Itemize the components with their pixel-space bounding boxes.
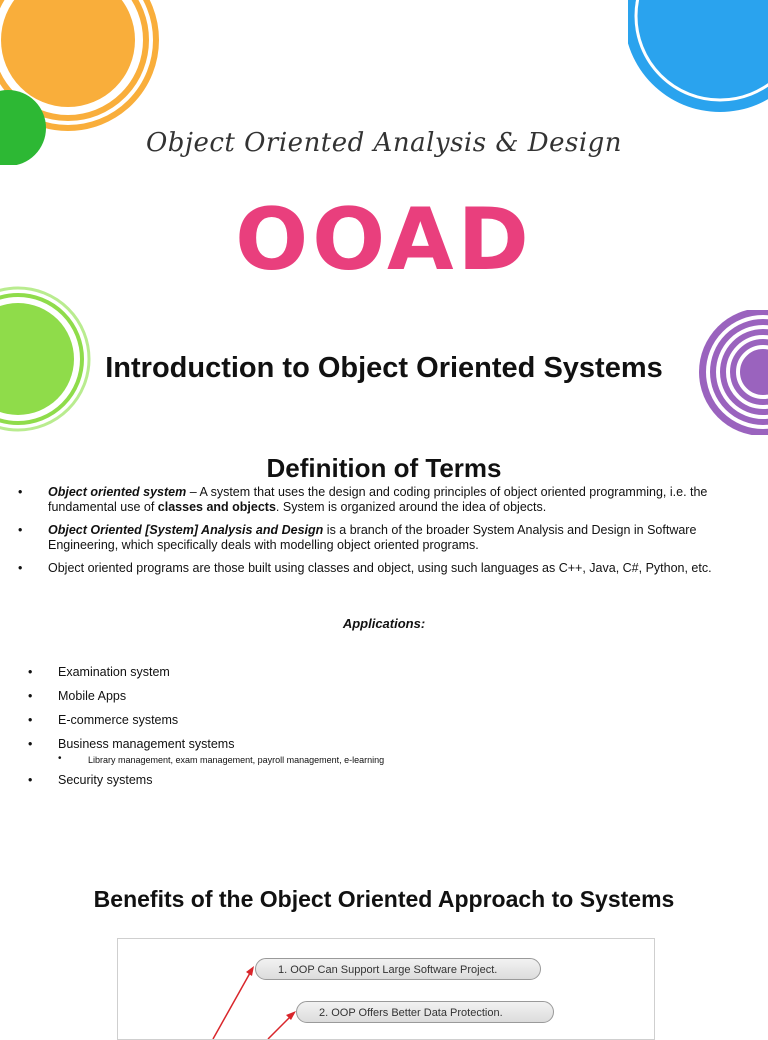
- definition-text: Object oriented programs are those built using classes and object, using such languages as C++, Java, C#, Python, etc.: [48, 561, 712, 575]
- application-item: [28, 688, 728, 704]
- definition-item: [18, 561, 748, 576]
- application-label: E-commerce systems: [58, 713, 179, 727]
- bullet: •: [28, 713, 33, 727]
- bullet: •: [18, 523, 23, 537]
- blue-circle-decoration: [628, 0, 768, 115]
- definitions-list: [18, 485, 748, 584]
- ooad-logo: OOAD: [235, 190, 533, 290]
- benefit-item-2: 2. OOP Offers Better Data Protection.: [296, 1001, 554, 1023]
- bullet: •: [28, 665, 33, 679]
- definition-item: [18, 485, 748, 515]
- application-label: Security systems: [58, 773, 153, 787]
- bullet: •: [18, 485, 23, 499]
- bullet: •: [18, 561, 23, 575]
- application-item: [28, 664, 728, 680]
- definition-item: [18, 523, 748, 553]
- application-subitem: [58, 754, 728, 766]
- definitions-title: Definition of Terms: [266, 453, 502, 483]
- definition-text: . System is organized around the idea of objects.: [275, 500, 547, 514]
- benefit-item-1: 1. OOP Can Support Large Software Project.: [255, 958, 541, 980]
- slide-subtitle: Object Oriented Analysis & Design: [145, 128, 623, 158]
- definition-text: is a branch of the broader System Analysis and Design in Software Engineering, which specifically deals with modelling object oriented programs.: [48, 523, 697, 552]
- application-label: Business management systems: [58, 737, 235, 751]
- application-sublabel: Library management, exam management, payroll management, e-learning: [88, 755, 385, 765]
- intro-title: Introduction to Object Oriented Systems: [105, 352, 663, 384]
- application-label: Examination system: [58, 665, 170, 679]
- benefits-diagram: [117, 938, 655, 1040]
- definition-bold-text: classes and objects: [157, 500, 276, 514]
- application-item: [28, 772, 728, 788]
- application-label: Mobile Apps: [58, 689, 127, 703]
- application-sublist: [58, 754, 728, 766]
- benefits-title: Benefits of the Object Oriented Approach to Systems: [93, 886, 675, 912]
- application-item: [28, 736, 728, 766]
- definition-text: – A system that uses the design and coding principles of object oriented programming, i.e. the fundamental use of: [48, 485, 708, 514]
- bullet: •: [28, 737, 33, 751]
- applications-label: Applications:: [342, 616, 426, 631]
- bullet: •: [28, 773, 33, 787]
- applications-list: [28, 664, 728, 796]
- diagram-arrows: [118, 939, 654, 1039]
- bullet: •: [28, 689, 33, 703]
- definition-term: Object Oriented [System] Analysis and Design: [48, 523, 324, 537]
- application-item: [28, 712, 728, 728]
- bullet: •: [58, 753, 62, 764]
- definition-term: Object oriented system: [48, 485, 187, 499]
